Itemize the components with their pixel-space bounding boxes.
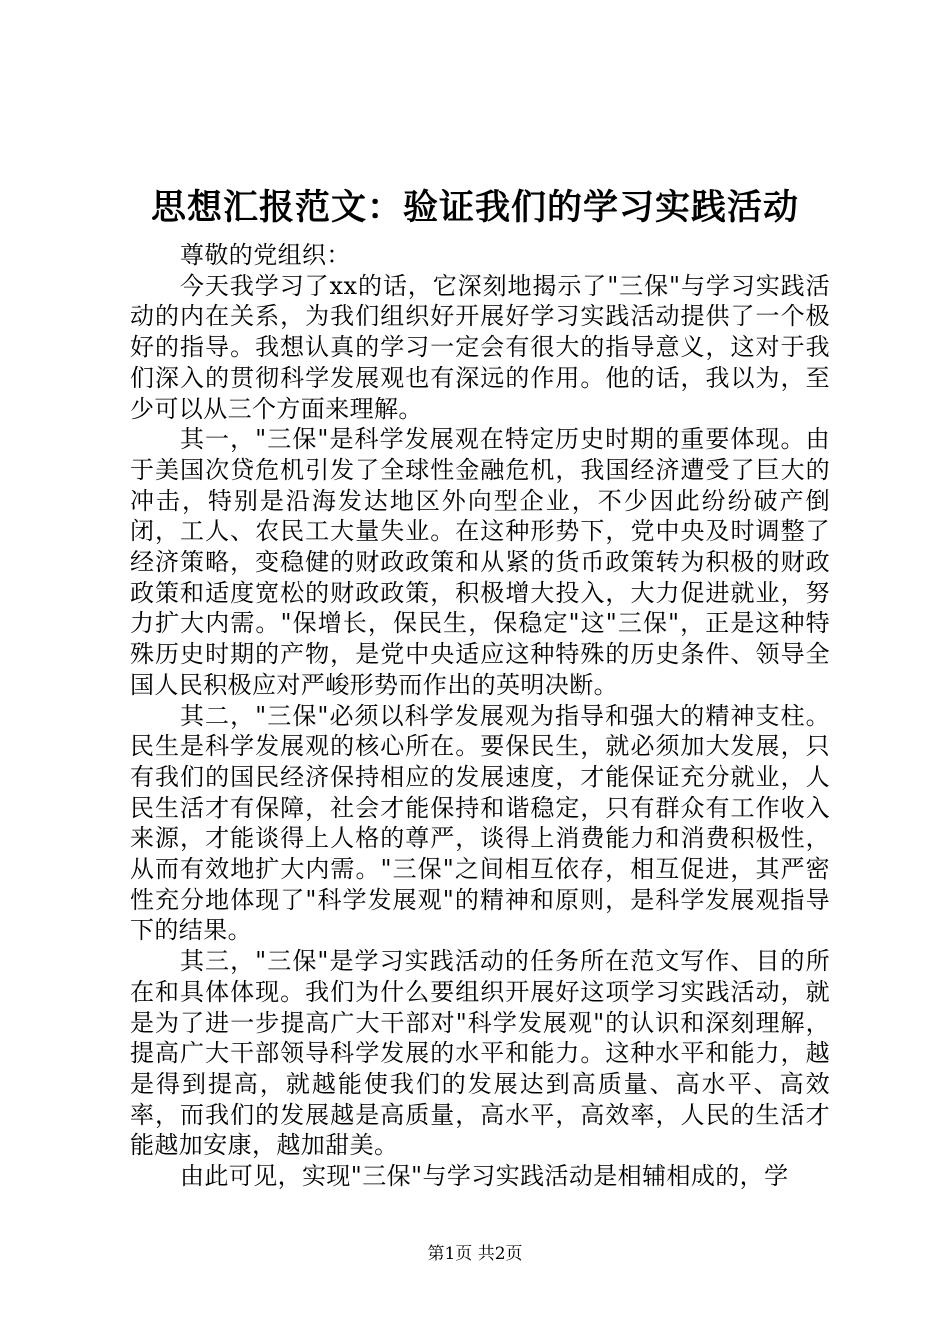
salutation: 尊敬的党组织： — [180, 241, 351, 269]
paragraph-second-point: 其二，"三保"必须以科学发展观为指导和强大的精神支柱。民生是科学发展观的核心所在。要保民生，就必须加大发展，只有我们的国民经济保持相应的发展速度，才能保证充分就业，人民生活才有保障，社会才能保持和谐稳定，只有群众有工作收入来源，才能谈得上人格的尊严，谈得上消费能力和消费积极性，从而有效地扩大内需。"三保"之间相互依存，相互促进，其严密性充分地体现了"科学发展观"的精神和原则，是科学发展观指导下的结果。 — [130, 701, 830, 945]
paragraph-intro: 今天我学习了xx的话，它深刻地揭示了"三保"与学习实践活动的内在关系，为我们组织好开展好学习实践活动提供了一个极好的指导。我想认真的学习一定会有很大的指导意义，这对于我们深入的贯彻科学发展观也有深远的作用。他的话，我以为，至少可以从三个方面来理解。 — [130, 271, 830, 423]
document-title: 思想汇报范文：验证我们的学习实践活动 — [150, 187, 799, 228]
page-number-footer: 第1页 共2页 — [427, 1244, 523, 1264]
paragraph-conclusion: 由此可见，实现"三保"与学习实践活动是相辅相成的，学 — [180, 1162, 789, 1191]
paragraph-third-point: 其三，"三保"是学习实践活动的任务所在范文写作、目的所在和具体体现。我们为什么要组织开展好这项学习实践活动，就是为了进一步提高广大干部对"科学发展观"的认识和深刻理解，提高广大干部领导科学发展的水平和能力。这种水平和能力，越是得到提高，就越能使我们的发展达到高质量、高水平、高效率，而我们的发展越是高质量，高水平，高效率，人民的生活才能越加安康，越加甜美。 — [130, 947, 830, 1160]
document-body — [130, 240, 830, 1192]
paragraph-first-point: 其一，"三保"是科学发展观在特定历史时期的重要体现。由于美国次贷危机引发了全球性金融危机，我国经济遭受了巨大的冲击，特别是沿海发达地区外向型企业，不少因此纷纷破产倒闭，工人、农民工大量失业。在这种形势下，党中央及时调整了经济策略，变稳健的财政政策和从紧的货币政策转为积极的财政政策和适度宽松的财政政策，积极增大投入，大力促进就业，努力扩大内需。"保增长，保民生，保稳定"这"三保"，正是这种特殊历史时期的产物，是党中央适应这种特殊的历史条件、领导全国人民积极应对严峻形势而作出的英明决断。 — [130, 425, 830, 699]
